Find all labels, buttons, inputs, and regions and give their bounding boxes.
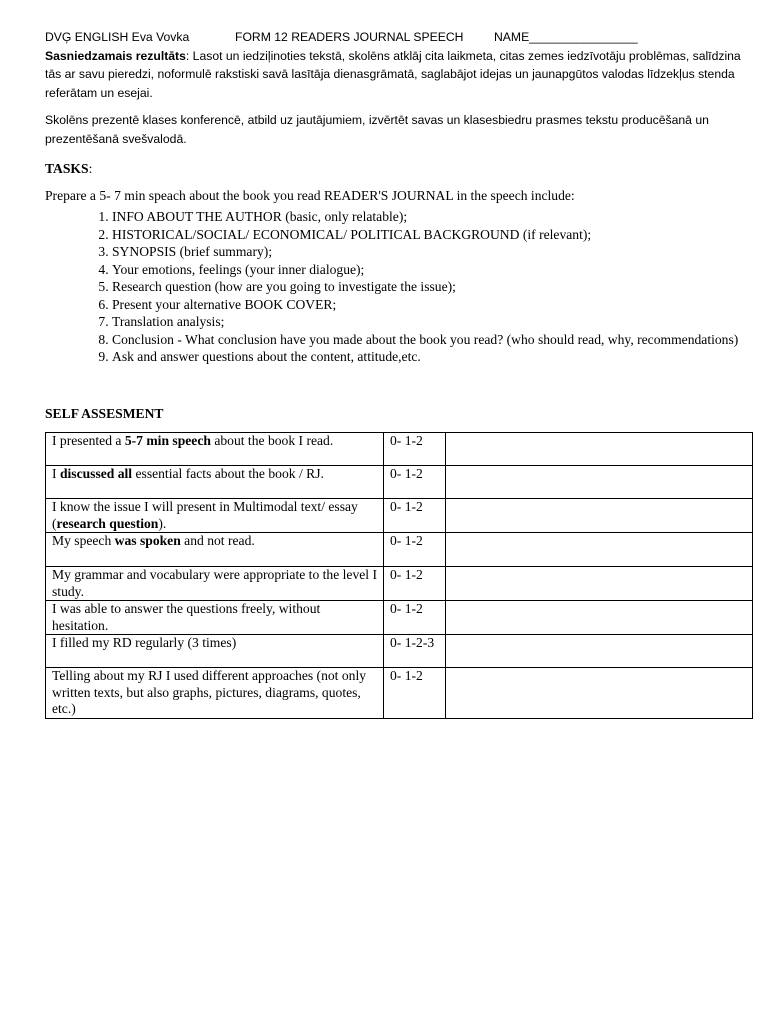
table-row: [46, 533, 753, 567]
points-cell[interactable]: [446, 635, 753, 668]
score-range-cell: 0- 1-2-3: [384, 635, 446, 668]
task-item: 3. SYNOPSIS (brief summary);: [112, 243, 753, 261]
learning-outcome-text: : Lasot un iedziļinoties tekstā, skolēns atklāj cita laikmeta, citas zemes iedzīvotāju problēmas, salīdzina tās ar savu pieredzi, noformulē rakstiski savā lasītāja dienasgrāmatā, saglabājot idejas un jaunapgūtos valodas līdzekļus stenda referātam un esejai.: [45, 48, 741, 100]
tasks-heading-text: TASKS: [45, 161, 89, 176]
task-item: 4. Your emotions, feelings (your inner dialogue);: [112, 261, 753, 279]
score-range-cell: 0- 1-2: [384, 668, 446, 719]
task-item: 1. INFO ABOUT THE AUTHOR (basic, only relatable);: [112, 208, 753, 226]
header-school-teacher: DVĢ ENGLISH Eva Vovka: [45, 30, 190, 44]
points-cell[interactable]: [446, 668, 753, 719]
criterion-cell: I discussed all essential facts about the book / RJ.: [46, 466, 384, 499]
score-range-cell: 0- 1-2: [384, 567, 446, 601]
table-row: [46, 635, 753, 668]
tasks-heading: [45, 160, 753, 178]
score-range-cell: 0- 1-2: [384, 533, 446, 567]
self-assessment-heading: SELF ASSESMENT: [45, 405, 164, 421]
header-name-field: NAME________________: [494, 30, 638, 44]
worksheet-page: [45, 28, 753, 719]
self-assessment-table: [45, 432, 753, 719]
table-row: [46, 466, 753, 499]
points-cell[interactable]: [446, 499, 753, 533]
points-cell[interactable]: [446, 433, 753, 466]
points-cell[interactable]: [446, 567, 753, 601]
table-row: [46, 668, 753, 719]
table-row: [46, 567, 753, 601]
task-item: 2. HISTORICAL/SOCIAL/ ECONOMICAL/ POLITICAL BACKGROUND (if relevant);: [112, 226, 753, 244]
criterion-cell: I filled my RD regularly (3 times): [46, 635, 384, 668]
score-range-cell: 0- 1-2: [384, 601, 446, 635]
learning-outcome-label: Sasniedzamais rezultāts: [45, 48, 186, 63]
task-item: 9. Ask and answer questions about the content, attitude,etc.: [112, 348, 753, 366]
criterion-cell: I know the issue I will present in Multimodal text/ essay (research question).: [46, 499, 384, 533]
criterion-cell: I presented a 5-7 min speech about the book I read.: [46, 433, 384, 466]
table-row: [46, 433, 753, 466]
criterion-cell: My speech was spoken and not read.: [46, 533, 384, 567]
tasks-heading-colon: :: [88, 161, 93, 176]
criterion-cell: Telling about my RJ I used different approaches (not only written texts, but also graphs, pictures, diagrams, quotes, etc.): [46, 668, 384, 719]
score-range-cell: 0- 1-2: [384, 499, 446, 533]
score-range-cell: 0- 1-2: [384, 433, 446, 466]
task-item: 6. Present your alternative BOOK COVER;: [112, 296, 753, 314]
presentation-outcome-paragraph: Skolēns prezentē klases konferencē, atbild uz jautājumiem, izvērtēt savas un klasesbiedru prasmes tekstu producēšanā un prezentēšanā svešvalodā.: [45, 113, 709, 146]
task-list: [45, 208, 753, 366]
criterion-cell: I was able to answer the questions freely, without hesitation.: [46, 601, 384, 635]
header-form-title: FORM 12 READERS JOURNAL SPEECH: [235, 30, 464, 44]
table-row: [46, 499, 753, 533]
task-item: 7. Translation analysis;: [112, 313, 753, 331]
points-cell[interactable]: [446, 466, 753, 499]
task-item: 5. Research question (how are you going to investigate the issue);: [112, 278, 753, 296]
table-row: [46, 601, 753, 635]
score-range-cell: 0- 1-2: [384, 466, 446, 499]
points-cell[interactable]: [446, 533, 753, 567]
task-item: 8. Conclusion - What conclusion have you made about the book you read? (who should read, why, recommendations): [112, 331, 753, 349]
learning-outcome-paragraph: [45, 47, 753, 103]
tasks-intro: Prepare a 5- 7 min speach about the book you read READER'S JOURNAL in the speech include:: [45, 187, 575, 203]
document-header: [45, 28, 753, 47]
points-cell[interactable]: [446, 601, 753, 635]
criterion-cell: My grammar and vocabulary were appropriate to the level I study.: [46, 567, 384, 601]
